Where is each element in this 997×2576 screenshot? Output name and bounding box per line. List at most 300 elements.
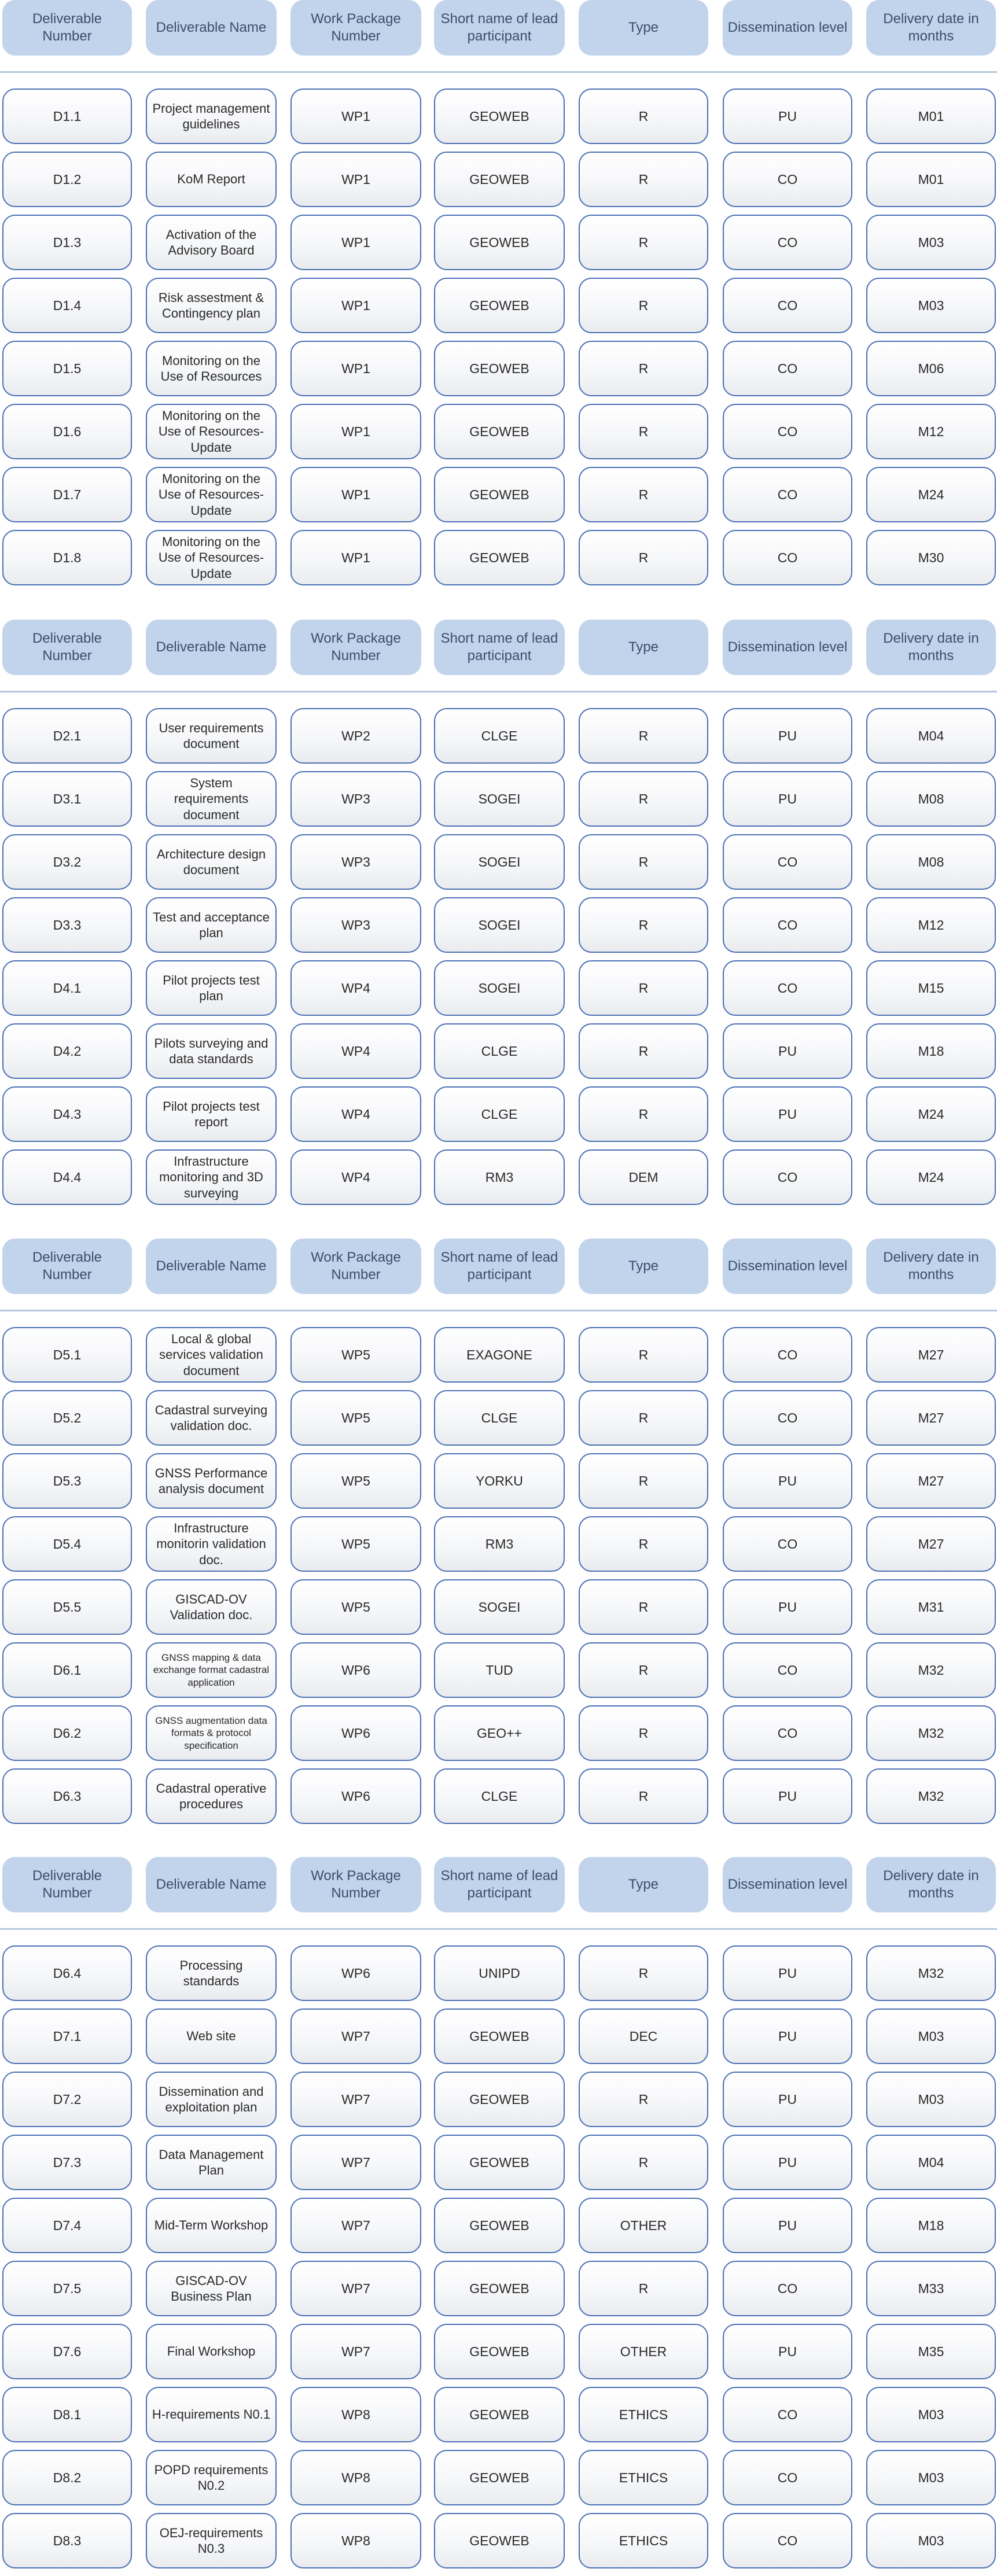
cell-deliverable-number: D1.5 [2, 341, 132, 396]
cell-dissemination-level: CO [723, 341, 852, 396]
cell-delivery-date: M24 [866, 1086, 996, 1142]
cell-delivery-date: M27 [866, 1516, 996, 1572]
table-row [0, 2135, 997, 2192]
cell-work-package: WP5 [290, 1327, 421, 1383]
cell-deliverable-name: Processing standards [146, 1945, 277, 2001]
cell-lead-participant: CLGE [434, 1023, 565, 1079]
table-section [0, 0, 997, 581]
cell-type: OTHER [579, 2198, 708, 2253]
table-row [0, 834, 997, 892]
cell-dissemination-level: PU [723, 2072, 852, 2127]
cell-delivery-date: M03 [866, 278, 996, 333]
header-deliverable-name: Deliverable Name [146, 1857, 277, 1912]
table-row [0, 2513, 997, 2571]
cell-delivery-date: M30 [866, 530, 996, 585]
cell-work-package: WP1 [290, 152, 421, 207]
cell-lead-participant: SOGEI [434, 897, 565, 953]
table-row [0, 1579, 997, 1637]
cell-deliverable-number: D5.1 [2, 1327, 132, 1383]
cell-dissemination-level: CO [723, 404, 852, 459]
cell-delivery-date: M35 [866, 2324, 996, 2379]
cell-deliverable-number: D5.2 [2, 1390, 132, 1446]
table-row [0, 2072, 997, 2129]
table-row [0, 960, 997, 1018]
cell-type: R [579, 771, 708, 827]
cell-dissemination-level: PU [723, 2009, 852, 2064]
cell-work-package: WP6 [290, 1642, 421, 1698]
header-divider [0, 71, 997, 73]
cell-work-package: WP3 [290, 897, 421, 953]
cell-lead-participant: GEOWEB [434, 152, 565, 207]
cell-deliverable-name: H-requirements N0.1 [146, 2387, 277, 2442]
cell-delivery-date: M01 [866, 89, 996, 144]
cell-dissemination-level: CO [723, 152, 852, 207]
cell-work-package: WP7 [290, 2072, 421, 2127]
cell-type: R [579, 1086, 708, 1142]
cell-deliverable-name: Final Workshop [146, 2324, 277, 2379]
cell-delivery-date: M06 [866, 341, 996, 396]
header-lead-participant: Short name of lead participant [434, 1239, 565, 1294]
cell-dissemination-level: CO [723, 960, 852, 1016]
header-delivery-date: Delivery date in months [866, 1857, 996, 1912]
cell-work-package: WP8 [290, 2513, 421, 2568]
cell-work-package: WP8 [290, 2450, 421, 2505]
cell-deliverable-number: D4.2 [2, 1023, 132, 1079]
cell-lead-participant: EXAGONE [434, 1327, 565, 1383]
cell-type: R [579, 1642, 708, 1698]
cell-deliverable-name: Infrastructure monitoring and 3D surveying [146, 1149, 277, 1205]
table-row [0, 2387, 997, 2445]
cell-work-package: WP1 [290, 404, 421, 459]
cell-deliverable-number: D8.2 [2, 2450, 132, 2505]
header-divider [0, 691, 997, 692]
table-row [0, 215, 997, 272]
cell-dissemination-level: CO [723, 1327, 852, 1383]
cell-deliverable-number: D5.5 [2, 1579, 132, 1635]
cell-deliverable-name: Cadastral surveying validation doc. [146, 1390, 277, 1446]
header-row [0, 1239, 997, 1296]
header-delivery-date: Delivery date in months [866, 0, 996, 56]
header-work-package: Work Package Number [290, 1857, 421, 1912]
cell-work-package: WP6 [290, 1705, 421, 1761]
cell-type: R [579, 341, 708, 396]
cell-dissemination-level: CO [723, 1390, 852, 1446]
cell-deliverable-number: D7.1 [2, 2009, 132, 2064]
header-type: Type [579, 620, 708, 675]
cell-type: ETHICS [579, 2513, 708, 2568]
table-row [0, 2198, 997, 2256]
header-delivery-date: Delivery date in months [866, 1239, 996, 1294]
cell-lead-participant: CLGE [434, 1768, 565, 1824]
cell-deliverable-name: Monitoring on the Use of Resources [146, 341, 277, 396]
cell-deliverable-number: D7.2 [2, 2072, 132, 2127]
cell-work-package: WP4 [290, 1086, 421, 1142]
header-lead-participant: Short name of lead participant [434, 620, 565, 675]
cell-type: R [579, 2261, 708, 2316]
cell-dissemination-level: CO [723, 1642, 852, 1698]
cell-deliverable-number: D6.4 [2, 1945, 132, 2001]
cell-work-package: WP5 [290, 1453, 421, 1509]
table-row [0, 897, 997, 955]
cell-work-package: WP2 [290, 708, 421, 764]
cell-work-package: WP5 [290, 1579, 421, 1635]
header-dissemination-level: Dissemination level [723, 620, 852, 675]
cell-lead-participant: GEOWEB [434, 2135, 565, 2190]
table-row [0, 1516, 997, 1574]
header-deliverable-name: Deliverable Name [146, 1239, 277, 1294]
table-row [0, 708, 997, 766]
table-row [0, 2324, 997, 2382]
cell-type: R [579, 1327, 708, 1383]
cell-dissemination-level: PU [723, 2135, 852, 2190]
cell-delivery-date: M18 [866, 2198, 996, 2253]
cell-deliverable-number: D5.3 [2, 1453, 132, 1509]
cell-deliverable-name: GISCAD-OV Validation doc. [146, 1579, 277, 1635]
header-row [0, 620, 997, 677]
table-row [0, 2009, 997, 2066]
cell-type: R [579, 1768, 708, 1824]
cell-type: R [579, 1705, 708, 1761]
cell-work-package: WP7 [290, 2198, 421, 2253]
header-deliverable-name: Deliverable Name [146, 0, 277, 56]
cell-lead-participant: GEOWEB [434, 2072, 565, 2127]
cell-delivery-date: M03 [866, 2009, 996, 2064]
cell-dissemination-level: PU [723, 2198, 852, 2253]
table-row [0, 1327, 997, 1385]
cell-dissemination-level: PU [723, 2324, 852, 2379]
cell-deliverable-name: GNSS mapping & data exchange format cadastral application [146, 1642, 277, 1698]
cell-deliverable-number: D1.1 [2, 89, 132, 144]
cell-work-package: WP5 [290, 1390, 421, 1446]
cell-lead-participant: GEOWEB [434, 404, 565, 459]
cell-deliverable-number: D4.3 [2, 1086, 132, 1142]
table-row [0, 1023, 997, 1081]
cell-deliverable-number: D3.2 [2, 834, 132, 890]
cell-dissemination-level: PU [723, 1086, 852, 1142]
cell-work-package: WP3 [290, 834, 421, 890]
cell-work-package: WP1 [290, 278, 421, 333]
table-row [0, 404, 997, 462]
cell-work-package: WP1 [290, 89, 421, 144]
cell-delivery-date: M01 [866, 152, 996, 207]
cell-dissemination-level: PU [723, 1768, 852, 1824]
table-row [0, 1705, 997, 1763]
cell-deliverable-number: D5.4 [2, 1516, 132, 1572]
cell-work-package: WP1 [290, 530, 421, 585]
cell-work-package: WP5 [290, 1516, 421, 1572]
cell-lead-participant: SOGEI [434, 960, 565, 1016]
cell-lead-participant: GEOWEB [434, 2513, 565, 2568]
cell-type: R [579, 89, 708, 144]
cell-deliverable-name: Architecture design document [146, 834, 277, 890]
cell-type: ETHICS [579, 2387, 708, 2442]
table-row [0, 1768, 997, 1826]
cell-deliverable-name: Pilot projects test report [146, 1086, 277, 1142]
cell-deliverable-name: User requirements document [146, 708, 277, 764]
cell-deliverable-number: D6.3 [2, 1768, 132, 1824]
cell-work-package: WP8 [290, 2387, 421, 2442]
cell-lead-participant: GEO++ [434, 1705, 565, 1761]
cell-delivery-date: M04 [866, 708, 996, 764]
cell-deliverable-number: D2.1 [2, 708, 132, 764]
cell-deliverable-name: Risk assestment & Contingency plan [146, 278, 277, 333]
table-row [0, 89, 997, 146]
cell-lead-participant: GEOWEB [434, 278, 565, 333]
header-dissemination-level: Dissemination level [723, 1239, 852, 1294]
cell-lead-participant: GEOWEB [434, 530, 565, 585]
cell-lead-participant: GEOWEB [434, 215, 565, 270]
cell-lead-participant: GEOWEB [434, 2009, 565, 2064]
cell-work-package: WP7 [290, 2261, 421, 2316]
cell-deliverable-name: Mid-Term Workshop [146, 2198, 277, 2253]
header-row [0, 1857, 997, 1915]
cell-delivery-date: M32 [866, 1705, 996, 1761]
cell-deliverable-name: Infrastructure monitorin validation doc. [146, 1516, 277, 1572]
cell-lead-participant: GEOWEB [434, 89, 565, 144]
cell-deliverable-name: GNSS augmentation data formats & protocol specification [146, 1705, 277, 1761]
table-row [0, 1390, 997, 1448]
cell-deliverable-name: Pilots surveying and data standards [146, 1023, 277, 1079]
cell-lead-participant: GEOWEB [434, 2261, 565, 2316]
cell-lead-participant: SOGEI [434, 834, 565, 890]
cell-work-package: WP4 [290, 1149, 421, 1205]
cell-delivery-date: M32 [866, 1768, 996, 1824]
cell-dissemination-level: CO [723, 897, 852, 953]
cell-delivery-date: M27 [866, 1390, 996, 1446]
cell-work-package: WP7 [290, 2324, 421, 2379]
cell-deliverable-number: D8.1 [2, 2387, 132, 2442]
cell-type: R [579, 960, 708, 1016]
table-row [0, 1642, 997, 1700]
cell-deliverable-name: Monitoring on the Use of Resources- Update [146, 467, 277, 522]
cell-lead-participant: SOGEI [434, 771, 565, 827]
table-row [0, 2450, 997, 2508]
cell-delivery-date: M27 [866, 1327, 996, 1383]
cell-deliverable-name: Pilot projects test plan [146, 960, 277, 1016]
cell-type: R [579, 1453, 708, 1509]
cell-type: R [579, 897, 708, 953]
header-type: Type [579, 0, 708, 56]
cell-work-package: WP1 [290, 341, 421, 396]
cell-deliverable-name: KoM Report [146, 152, 277, 207]
cell-lead-participant: GEOWEB [434, 2198, 565, 2253]
cell-work-package: WP6 [290, 1768, 421, 1824]
cell-work-package: WP3 [290, 771, 421, 827]
table-row [0, 530, 997, 588]
cell-delivery-date: M03 [866, 2072, 996, 2127]
cell-type: OTHER [579, 2324, 708, 2379]
table-row [0, 2261, 997, 2319]
cell-type: R [579, 2072, 708, 2127]
cell-lead-participant: GEOWEB [434, 2450, 565, 2505]
header-deliverable-number: Deliverable Number [2, 0, 132, 56]
cell-dissemination-level: CO [723, 1516, 852, 1572]
table-row [0, 152, 997, 209]
cell-delivery-date: M12 [866, 404, 996, 459]
header-type: Type [579, 1239, 708, 1294]
header-row [0, 0, 997, 58]
cell-dissemination-level: CO [723, 215, 852, 270]
table-row [0, 341, 997, 399]
cell-deliverable-number: D1.4 [2, 278, 132, 333]
cell-type: DEC [579, 2009, 708, 2064]
cell-lead-participant: RM3 [434, 1149, 565, 1205]
cell-delivery-date: M32 [866, 1945, 996, 2001]
cell-deliverable-number: D1.2 [2, 152, 132, 207]
cell-deliverable-name: OEJ-requirements N0.3 [146, 2513, 277, 2568]
cell-lead-participant: GEOWEB [434, 2387, 565, 2442]
cell-lead-participant: GEOWEB [434, 467, 565, 522]
header-type: Type [579, 1857, 708, 1912]
cell-delivery-date: M03 [866, 2513, 996, 2568]
cell-dissemination-level: PU [723, 1023, 852, 1079]
table-row [0, 771, 997, 829]
table-section [0, 1857, 997, 2556]
cell-dissemination-level: PU [723, 771, 852, 827]
cell-deliverable-number: D1.3 [2, 215, 132, 270]
cell-delivery-date: M04 [866, 2135, 996, 2190]
cell-work-package: WP4 [290, 1023, 421, 1079]
cell-deliverable-number: D7.3 [2, 2135, 132, 2190]
cell-delivery-date: M33 [866, 2261, 996, 2316]
cell-dissemination-level: PU [723, 1945, 852, 2001]
cell-type: R [579, 530, 708, 585]
table-row [0, 1086, 997, 1144]
cell-type: R [579, 1023, 708, 1079]
cell-lead-participant: SOGEI [434, 1579, 565, 1635]
cell-lead-participant: YORKU [434, 1453, 565, 1509]
cell-work-package: WP7 [290, 2009, 421, 2064]
cell-delivery-date: M32 [866, 1642, 996, 1698]
cell-dissemination-level: PU [723, 89, 852, 144]
cell-type: R [579, 1945, 708, 2001]
cell-dissemination-level: CO [723, 1705, 852, 1761]
cell-deliverable-name: Cadastral operative procedures [146, 1768, 277, 1824]
cell-dissemination-level: CO [723, 2261, 852, 2316]
cell-work-package: WP4 [290, 960, 421, 1016]
cell-lead-participant: CLGE [434, 1086, 565, 1142]
cell-type: R [579, 152, 708, 207]
table-row [0, 1945, 997, 2003]
cell-type: R [579, 1579, 708, 1635]
cell-dissemination-level: PU [723, 1453, 852, 1509]
cell-type: R [579, 834, 708, 890]
cell-type: DEM [579, 1149, 708, 1205]
header-deliverable-number: Deliverable Number [2, 1857, 132, 1912]
cell-delivery-date: M24 [866, 1149, 996, 1205]
cell-delivery-date: M03 [866, 2387, 996, 2442]
cell-lead-participant: CLGE [434, 1390, 565, 1446]
cell-deliverable-number: D1.7 [2, 467, 132, 522]
cell-deliverable-number: D7.6 [2, 2324, 132, 2379]
cell-type: ETHICS [579, 2450, 708, 2505]
cell-dissemination-level: PU [723, 708, 852, 764]
table-section [0, 1239, 997, 1811]
cell-delivery-date: M12 [866, 897, 996, 953]
header-divider [0, 1928, 997, 1930]
cell-lead-participant: CLGE [434, 708, 565, 764]
cell-type: R [579, 1516, 708, 1572]
cell-type: R [579, 708, 708, 764]
cell-type: R [579, 404, 708, 459]
cell-work-package: WP7 [290, 2135, 421, 2190]
header-lead-participant: Short name of lead participant [434, 1857, 565, 1912]
cell-deliverable-number: D7.4 [2, 2198, 132, 2253]
cell-dissemination-level: CO [723, 834, 852, 890]
cell-dissemination-level: CO [723, 530, 852, 585]
cell-type: R [579, 278, 708, 333]
cell-delivery-date: M03 [866, 2450, 996, 2505]
cell-delivery-date: M27 [866, 1453, 996, 1509]
cell-delivery-date: M15 [866, 960, 996, 1016]
cell-dissemination-level: PU [723, 1579, 852, 1635]
cell-lead-participant: GEOWEB [434, 341, 565, 396]
header-divider [0, 1310, 997, 1311]
cell-work-package: WP6 [290, 1945, 421, 2001]
cell-deliverable-number: D1.8 [2, 530, 132, 585]
header-work-package: Work Package Number [290, 1239, 421, 1294]
cell-deliverable-name: GNSS Performance analysis document [146, 1453, 277, 1509]
header-deliverable-number: Deliverable Number [2, 620, 132, 675]
cell-delivery-date: M24 [866, 467, 996, 522]
cell-work-package: WP1 [290, 467, 421, 522]
cell-deliverable-name: Data Management Plan [146, 2135, 277, 2190]
cell-deliverable-name: Monitoring on the Use of Resources- Update [146, 404, 277, 459]
cell-deliverable-name: Local & global services validation document [146, 1327, 277, 1383]
cell-delivery-date: M08 [866, 771, 996, 827]
table-row [0, 1453, 997, 1511]
cell-delivery-date: M08 [866, 834, 996, 890]
cell-deliverable-name: Project management guidelines [146, 89, 277, 144]
cell-deliverable-name: Test and acceptance plan [146, 897, 277, 953]
cell-dissemination-level: CO [723, 2387, 852, 2442]
cell-deliverable-name: Monitoring on the Use of Resources- Update [146, 530, 277, 585]
cell-deliverable-number: D4.1 [2, 960, 132, 1016]
cell-lead-participant: TUD [434, 1642, 565, 1698]
cell-delivery-date: M03 [866, 215, 996, 270]
cell-deliverable-number: D8.3 [2, 2513, 132, 2568]
cell-lead-participant: UNIPD [434, 1945, 565, 2001]
header-dissemination-level: Dissemination level [723, 0, 852, 56]
cell-dissemination-level: CO [723, 2450, 852, 2505]
cell-deliverable-number: D1.6 [2, 404, 132, 459]
header-deliverable-name: Deliverable Name [146, 620, 277, 675]
cell-dissemination-level: CO [723, 467, 852, 522]
cell-type: R [579, 467, 708, 522]
cell-dissemination-level: CO [723, 1149, 852, 1205]
header-dissemination-level: Dissemination level [723, 1857, 852, 1912]
cell-deliverable-number: D3.3 [2, 897, 132, 953]
cell-deliverable-number: D4.4 [2, 1149, 132, 1205]
cell-delivery-date: M18 [866, 1023, 996, 1079]
cell-lead-participant: GEOWEB [434, 2324, 565, 2379]
cell-deliverable-name: Dissemination and exploitation plan [146, 2072, 277, 2127]
table-row [0, 467, 997, 525]
cell-type: R [579, 1390, 708, 1446]
cell-dissemination-level: CO [723, 2513, 852, 2568]
cell-lead-participant: RM3 [434, 1516, 565, 1572]
cell-type: R [579, 215, 708, 270]
cell-deliverable-number: D6.2 [2, 1705, 132, 1761]
cell-deliverable-name: Activation of the Advisory Board [146, 215, 277, 270]
cell-type: R [579, 2135, 708, 2190]
cell-deliverable-number: D7.5 [2, 2261, 132, 2316]
header-delivery-date: Delivery date in months [866, 620, 996, 675]
cell-work-package: WP1 [290, 215, 421, 270]
cell-deliverable-name: GISCAD-OV Business Plan [146, 2261, 277, 2316]
cell-deliverable-name: System requirements document [146, 771, 277, 827]
header-work-package: Work Package Number [290, 620, 421, 675]
